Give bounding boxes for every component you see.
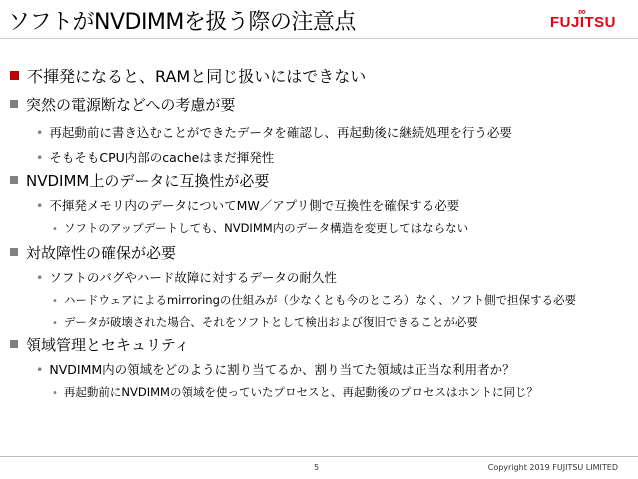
bullet-detect-recover: • データが破壊された場合、それをソフトとして検出および復旧できることが必要 [52,315,478,329]
bullet-verify-data: • 再起動前に書き込むことができたデータを確認し、再起動後に継続処理を行う必要 [36,125,512,140]
copyright-text: Copyright 2019 FUJITSU LIMITED [487,463,618,472]
bullet-same-process: • 再起動前にNVDIMMの領域を使っていたプロセスと、再起動後のプロセスはホントに同じ？ [52,385,538,399]
title-divider [0,38,638,39]
fujitsu-logo: FUJ∞ ITSU [550,14,616,31]
gray-square-bullet-icon [10,100,18,108]
bullet-compatibility: NVDIMM上のデータに互換性が必要 [10,170,269,191]
gray-square-bullet-icon [10,340,18,348]
page-number: 5 [314,463,320,472]
footer-divider [0,456,638,457]
gray-square-bullet-icon [10,176,18,184]
bullet-mirroring: • ハードウェアによるmirroringの仕組みが（少なくとも今のところ）なく、ソフト側で担保する必要 [52,293,577,307]
bullet-area-security: 領域管理とセキュリティ [10,334,190,355]
bullet-no-structure-change: • ソフトのアップデートしても、NVDIMM内のデータ構造を変更してはならない [52,221,469,235]
red-square-bullet-icon [10,71,19,80]
bullet-fault-tolerance: 対故障性の確保が必要 [10,242,176,263]
slide-title: ソフトがNVDIMMを扱う際の注意点 [8,10,356,35]
bullet-mw-app-compat: • 不揮発メモリ内のデータについてMW／アプリ側で互換性を確保する必要 [36,198,460,213]
bullet-nonvolatile: 不揮発になると、RAMと同じ扱いにはできない [10,64,366,87]
gray-square-bullet-icon [10,248,18,256]
bullet-durability: • ソフトのバグやハード故障に対するデータの耐久性 [36,270,337,285]
bullet-area-allocation: • NVDIMM内の領域をどのように割り当てるか、割り当てた領域は正当な利用者か？ [36,362,515,377]
bullet-power-loss: 突然の電源断などへの考慮が要 [10,94,235,115]
bullet-cpu-cache: • そもそもCPU内部のcacheはまだ揮発性 [36,150,275,165]
